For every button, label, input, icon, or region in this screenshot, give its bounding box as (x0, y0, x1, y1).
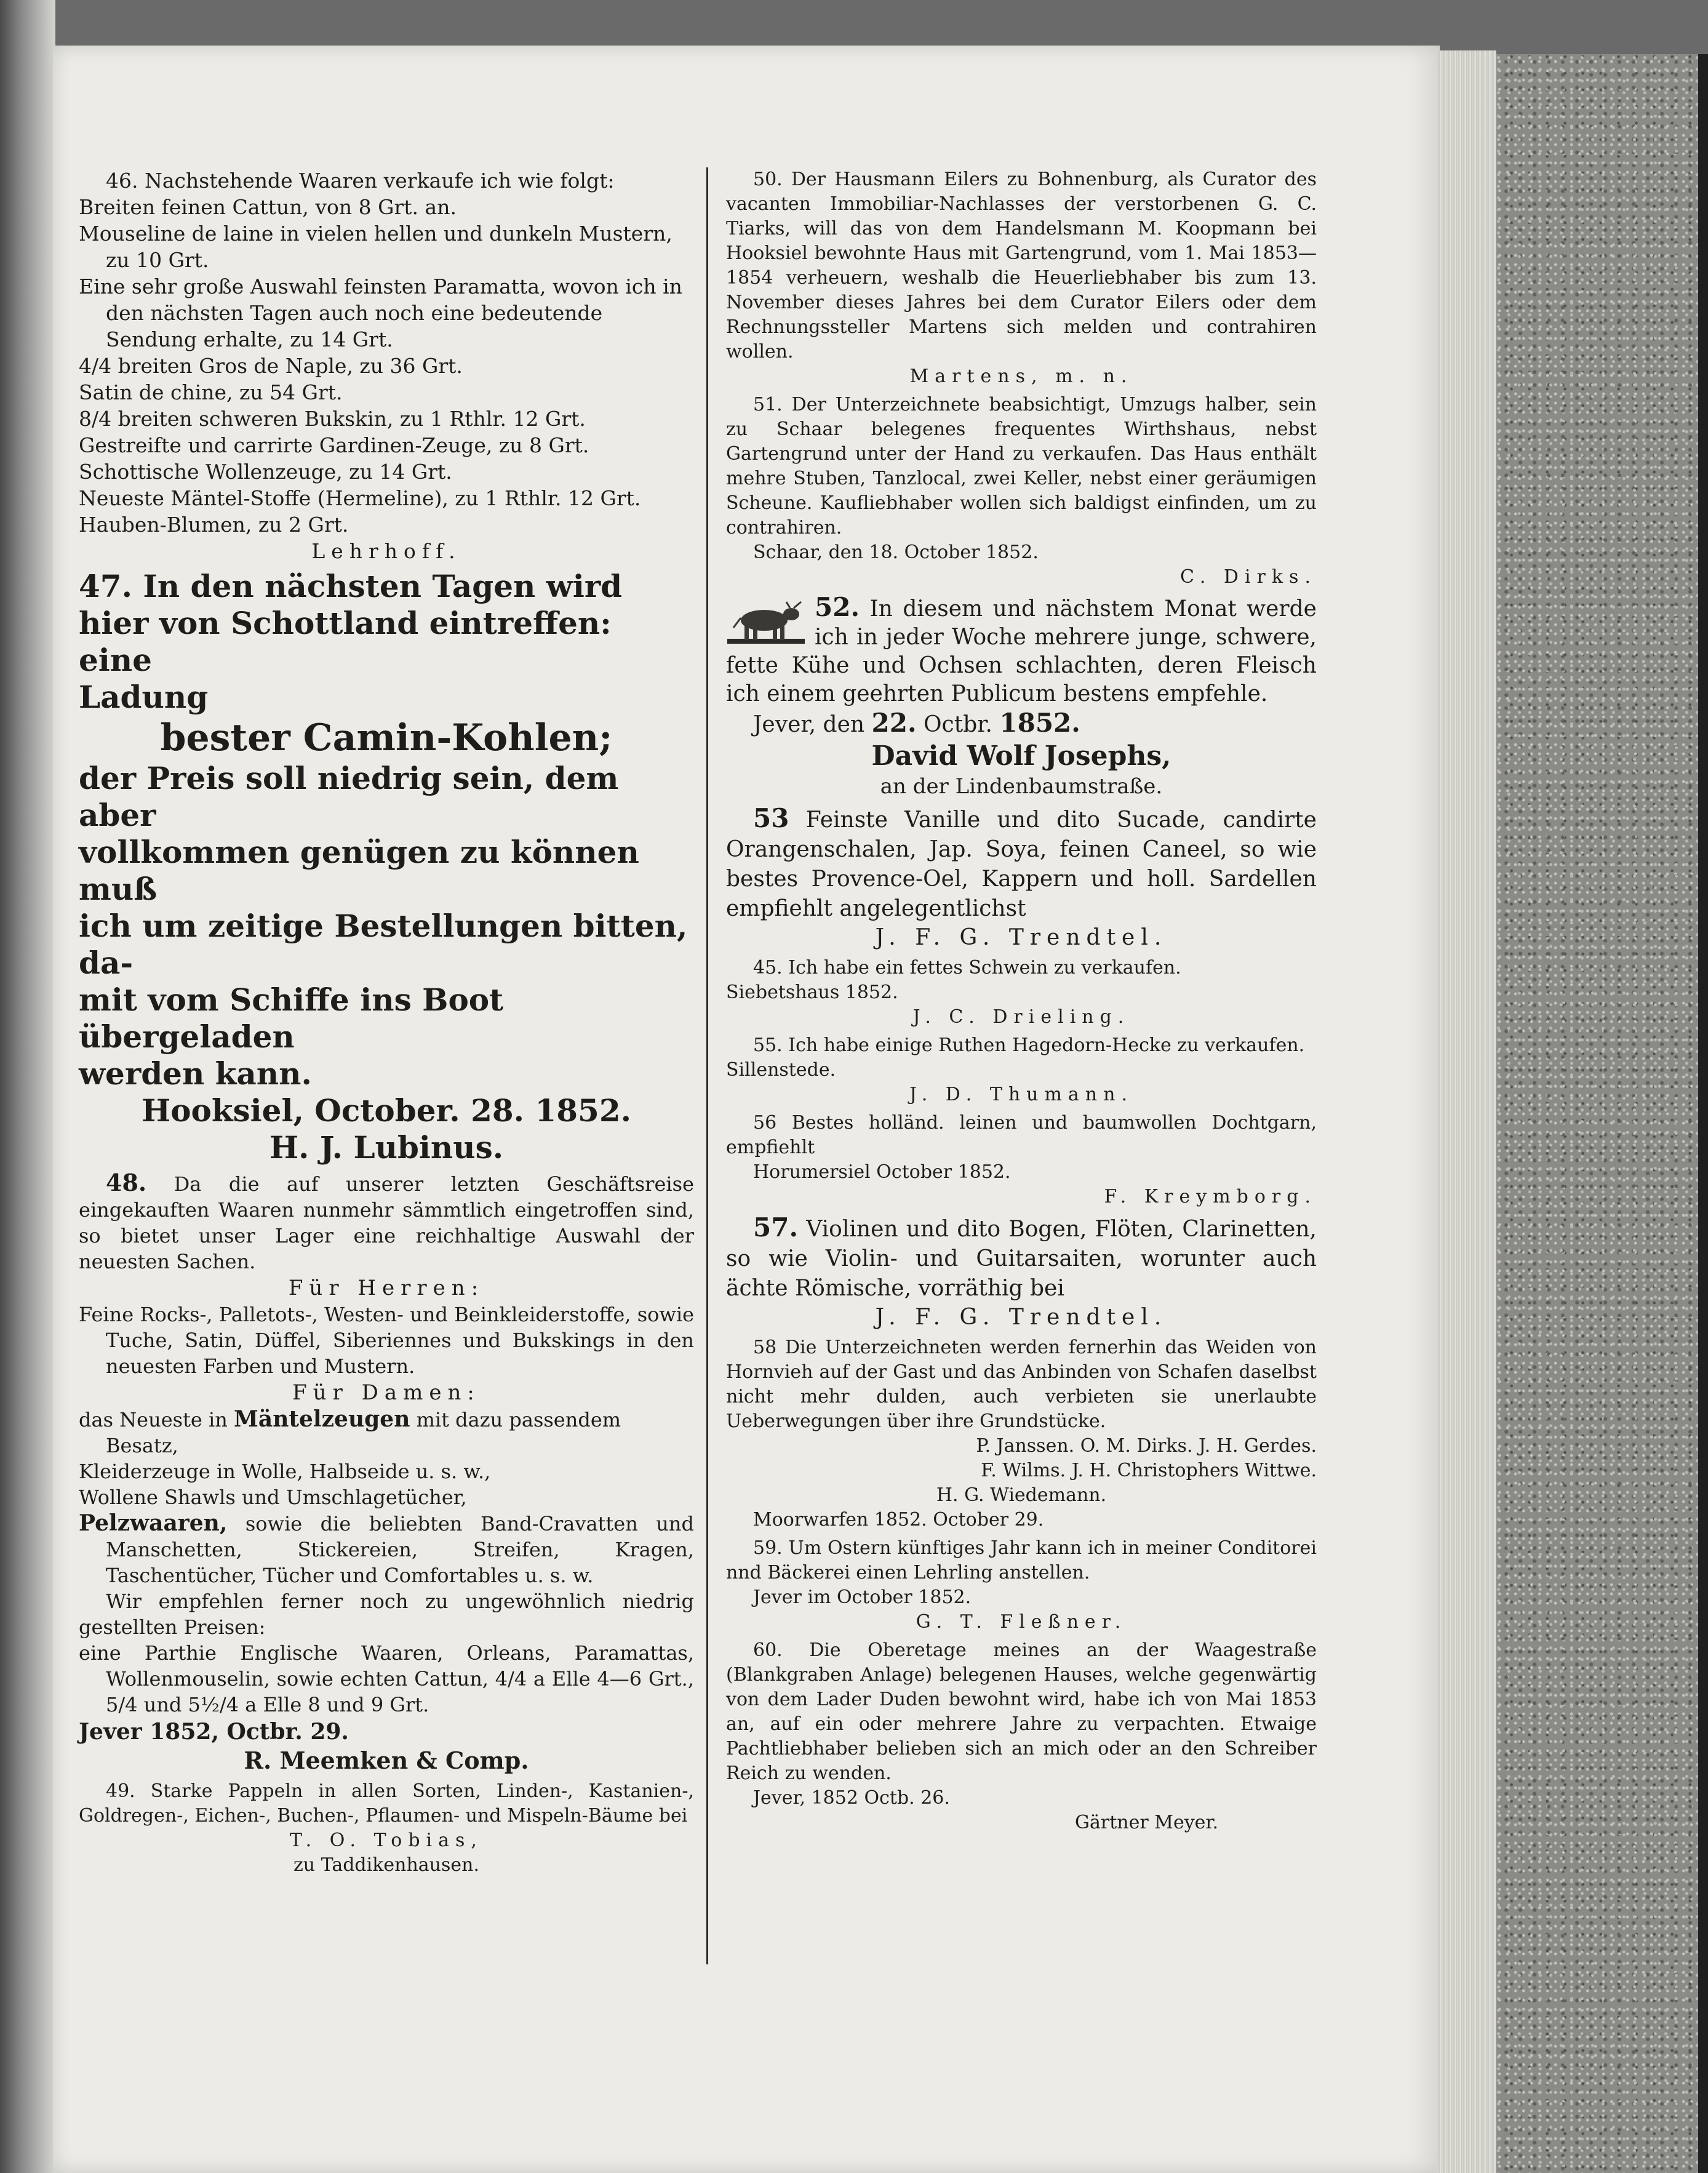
advert-49-text: 49. Starke Pappeln in allen Sorten, Linden-, Kastanien-, Goldregen-, Eichen-, Buchen-, Pflaumen- und Mispeln-Bäume bei (79, 1780, 694, 1827)
advert-52-date-day: 22. (871, 708, 917, 738)
advert-56 (726, 1111, 1317, 1209)
right-column (726, 167, 1317, 1839)
advert-47-place-date: Hooksiel, October. 28. 1852. (141, 1092, 632, 1129)
advert-55 (726, 1033, 1317, 1107)
left-column (79, 167, 694, 1881)
advert-48-herren-heading: Für Herren: (288, 1276, 485, 1300)
advert-59-date: Jever im October 1852. (753, 1587, 972, 1608)
advert-48-damen-bold: Mäntelzeugen (234, 1406, 410, 1432)
advert-53-text: Feinste Vanille und dito Sucade, candirte Orangenschalen, Jap. Soya, feinen Caneel, so wie bestes Provence-Oel, Kappern und holl. Sardellen empfiehlt angelegentlichst (726, 807, 1317, 921)
advert-47-body: werden kann. (79, 1055, 312, 1092)
advert-number: 57. (753, 1212, 799, 1243)
advert-48-empfehlen: Wir empfehlen ferner noch zu ungewöhnlich niedrig gestellten Preisen: (79, 1590, 694, 1639)
advert-49-place: zu Taddikenhausen. (293, 1854, 480, 1876)
advert-53 (726, 804, 1317, 952)
advert-51 (726, 393, 1317, 590)
page-stack-edges (1437, 50, 1496, 2173)
advert-58-signatures: P. Janssen. O. M. Dirks. J. H. Gerdes. (976, 1435, 1317, 1457)
advert-45 (726, 956, 1317, 1030)
advert-52-text: In diesem und nächstem Monat werde ich in jeder Woche mehrere junge, schwere, fette Kühe und Ochsen schlachten, deren Fleisch ich einem geehrten Publicum bestens empfehle. (726, 596, 1317, 706)
book-cover (1496, 54, 1708, 2173)
advert-49 (79, 1779, 694, 1878)
advert-45-signature: J. C. Drieling. (912, 1006, 1130, 1028)
advert-60 (726, 1638, 1317, 1835)
advert-55-place: Sillenstede. (726, 1059, 836, 1081)
advert-56-signature: F. Kreymborg. (1104, 1186, 1317, 1207)
advert-49-signature: T. O. Tobias, (290, 1830, 483, 1851)
advert-58 (726, 1335, 1317, 1532)
advert-52 (726, 593, 1317, 800)
advert-45-text: 45. Ich habe ein fettes Schwein zu verkaufen. (753, 957, 1181, 978)
advert-59-text: 59. Um Ostern künftiges Jahr kann ich in meiner Conditorei nnd Bäckerei einen Lehrling anstellen. (726, 1537, 1317, 1583)
advert-48-date: Jever 1852, Octbr. 29. (79, 1719, 349, 1745)
advert-60-date: Jever, 1852 Octb. 26. (753, 1787, 950, 1809)
previous-page-edge (0, 0, 55, 2173)
advert-57-text: Violinen und dito Bogen, Flöten, Clarinetten, so wie Violin- und Guitarsaiten, worunter auch ächte Römische, vorräthig bei (726, 1217, 1317, 1301)
advert-51-signature: C. Dirks. (1179, 566, 1317, 588)
advert-57-body (726, 1213, 1317, 1303)
ox-icon (726, 596, 806, 646)
advert-48-parthie: eine Parthie Englische Waaren, Orleans, Paramattas, Wollenmouselin, sowie echten Cattun, 4/4 a Elle 4—6 Grt., 5/4 und 5½/4 a Elle 8 und 9 Grt. (79, 1641, 694, 1716)
advert-52-date-month: Octbr. (924, 712, 992, 737)
advert-57 (726, 1213, 1317, 1332)
advert-59-signature: G. T. Fleßner. (916, 1611, 1127, 1633)
advert-45-place: Siebetshaus 1852. (726, 982, 898, 1003)
advert-48 (79, 1170, 694, 1775)
advert-47-body: der Preis soll niedrig sein, dem aber (79, 760, 619, 833)
advert-46-intro-text: Nachstehende Waaren verkaufe ich wie folgt: (144, 169, 615, 193)
advert-59 (726, 1536, 1317, 1635)
advert-52-date-year: 1852. (999, 708, 1080, 738)
advert-47 (79, 568, 694, 1166)
advert-46 (79, 167, 694, 564)
advert-48-damen-suffix: mit dazu passendem Besatz, (106, 1408, 621, 1457)
advert-52-date (726, 708, 1317, 740)
advert-46-line: 4/4 breiten Gros de Naple, zu 36 Grt. (79, 354, 463, 378)
advert-50-signature: Martens, m. n. (909, 366, 1133, 387)
advert-50 (726, 167, 1317, 389)
advert-47-signature: H. J. Lubinus. (269, 1129, 504, 1166)
advert-47-body: ich um zeitige Bestellungen bitten, da- (79, 908, 688, 981)
advert-57-signature: J. F. G. Trendtel. (875, 1305, 1168, 1330)
advert-48-intro (79, 1170, 694, 1275)
advert-48-intro-text: Da die auf unserer letzten Geschäftsreise eingekauften Waaren nunmehr sämmtlich eingetroffen sind, so bietet unser Lager eine reichhaltige Auswahl der neuesten Sachen. (79, 1172, 695, 1273)
advert-number: 46. (106, 169, 138, 193)
advert-46-line: Schottische Wollenzeuge, zu 14 Grt. (79, 460, 452, 484)
advert-47-line: Ladung (79, 679, 209, 715)
advert-48-pelz-line (79, 1510, 694, 1588)
advert-48-damen-item: Kleiderzeuge in Wolle, Halbseide u. s. w., (79, 1460, 491, 1483)
advert-47-headline: bester Camin-Kohlen; (160, 716, 613, 759)
advert-46-intro (79, 167, 694, 194)
advert-48-herren-items: Feine Rocks-, Palletots-, Westen- und Beinkleiderstoffe, sowie Tuche, Satin, Düffel, Siberiennes und Bukskings in den neuesten Farben und Mustern. (79, 1303, 694, 1378)
advert-47-body: mit vom Schiffe ins Boot übergeladen (79, 982, 504, 1055)
advert-number: 52. (815, 592, 860, 622)
advert-46-line: Gestreifte und carrirte Gardinen-Zeuge, zu 8 Grt. (79, 433, 589, 457)
advert-58-signatures: F. Wilms. J. H. Christophers Wittwe. (981, 1460, 1317, 1481)
advert-46-line: Satin de chine, zu 54 Grt. (79, 380, 343, 404)
advert-46-line: Hauben-Blumen, zu 2 Grt. (79, 513, 349, 537)
advert-56-text: 56 Bestes holländ. leinen und baumwollen Dochtgarn, empfiehlt (726, 1112, 1317, 1158)
advert-47-line: 47. In den nächsten Tagen wird (79, 568, 623, 604)
advert-48-pelz-bold: Pelzwaaren, (79, 1510, 228, 1536)
advert-47-line: hier von Schottland eintreffen: eine (79, 605, 612, 678)
advert-48-damen-line (79, 1406, 694, 1459)
advert-52-address: an der Lindenbaumstraße. (880, 774, 1163, 799)
advert-51-text: 51. Der Unterzeichnete beabsichtigt, Umzugs halber, sein zu Schaar belegenes frequentes Wirthshaus, nebst Gartengrund unter der Hand zu verkaufen. Das Haus enthält mehre Stuben, Tanzlocal, zwei Keller, nebst einer geräumigen Scheune. Kaufliebhaber wollen sich baldigst einfinden, um zu contrahiren. (726, 394, 1317, 538)
advert-46-line: Eine sehr große Auswahl feinsten Paramatta, wovon ich in den nächsten Tagen auch noch eine bedeutende Sendung erhalte, zu 14 Grt. (79, 274, 682, 351)
advert-46-line: Neueste Mäntel-Stoffe (Hermeline), zu 1 Rthlr. 12 Grt. (79, 486, 641, 510)
advert-46-signature: Lehrhoff. (311, 539, 461, 563)
advert-60-signature: Gärtner Meyer. (1075, 1812, 1218, 1833)
advert-number: 48. (106, 1169, 147, 1196)
advert-53-body (726, 804, 1317, 924)
advert-52-signature: David Wolf Josephs, (871, 740, 1171, 772)
advert-number: 53 (753, 803, 789, 833)
advert-48-damen-prefix: das Neueste in (79, 1408, 228, 1431)
advert-50-text: 50. Der Hausmann Eilers zu Bohnenburg, als Curator des vacanten Immobiliar-Nachlasses der verstorbenen G. C. Tiarks, will das von dem Handelsmann M. Koopmann bei Hooksiel bewohnte Haus mit Gartengrund, vom 1. Mai 1853—1854 verheuern, weshalb die Heuerliebhaber bis zum 13. November dieses Jahres bei dem Curator Eilers oder dem Rechnungssteller Martens sich melden und contrahiren wollen. (726, 169, 1317, 362)
advert-53-signature: J. F. G. Trendtel. (875, 925, 1168, 950)
column-divider (706, 167, 708, 1964)
advert-58-text: 58 Die Unterzeichneten werden fernerhin das Weiden von Hornvieh auf der Gast und das Anbinden von Schafen daselbst nicht mehr dulden, auch verbieten sie unerlaubte Ueberwegungen über ihre Grundstücke. (726, 1337, 1317, 1432)
advert-58-signatures: H. G. Wiedemann. (936, 1484, 1107, 1506)
advert-46-line: Breiten feinen Cattun, von 8 Grt. an. (79, 195, 457, 219)
advert-48-damen-item: Wollene Shawls und Umschlagetücher, (79, 1486, 467, 1509)
advert-46-line: Mouseline de laine in vielen hellen und dunkeln Mustern, zu 10 Grt. (79, 222, 672, 272)
advert-56-place: Horumersiel October 1852. (753, 1161, 1011, 1183)
advert-48-pelz-rest: sowie die beliebten Band-Cravatten und Manschetten, Stickereien, Streifen, Kragen, Taschentücher, Tücher und Comfortables u. s. w. (106, 1512, 695, 1587)
advert-48-damen-heading: Für Damen: (292, 1380, 481, 1405)
advert-58-date: Moorwarfen 1852. October 29. (753, 1509, 1044, 1531)
advert-55-signature: J. D. Thumann. (909, 1084, 1133, 1105)
advert-46-line: 8/4 breiten schweren Bukskin, zu 1 Rthlr. 12 Grt. (79, 407, 586, 431)
advert-48-signature: R. Meemken & Comp. (244, 1747, 529, 1774)
advert-52-body (726, 593, 1317, 708)
advert-60-text: 60. Die Oberetage meines an der Waagestraße (Blankgraben Anlage) belegenen Hauses, welche gegenwärtig von dem Lader Duden bewohnt wird, habe ich von Mai 1853 an, auf ein oder mehrere Jahre zu verpachten. Etwaige Pachtliebhaber belieben sich an mich oder an den Schreiber Reich zu wenden. (726, 1639, 1317, 1784)
cover-shadow (1698, 54, 1708, 2173)
advert-47-body: vollkommen genügen zu können muß (79, 834, 639, 907)
advert-51-date: Schaar, den 18. October 1852. (753, 542, 1039, 563)
advert-55-text: 55. Ich habe einige Ruthen Hagedorn-Hecke zu verkaufen. (753, 1034, 1305, 1056)
advert-52-date-prefix: Jever, den (753, 712, 865, 737)
